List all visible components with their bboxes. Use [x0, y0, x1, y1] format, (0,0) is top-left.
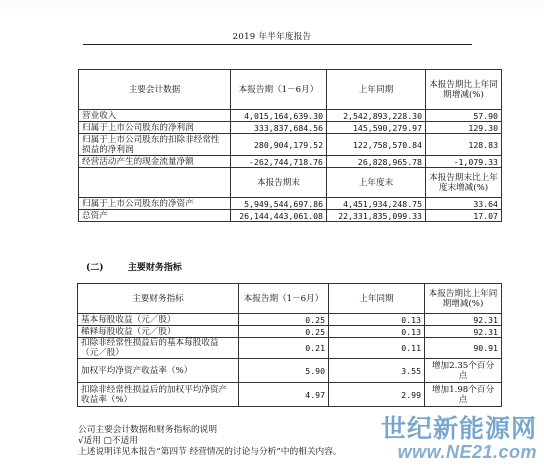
previous-period-value: 122,758,570.84: [327, 134, 426, 156]
previous-period-value: 22,331,835,099.33: [327, 210, 426, 222]
change-percent: 128.83: [426, 134, 502, 156]
row-label: 归属于上市公司股东的净资产: [79, 198, 231, 210]
previous-period-value: 3.55: [329, 359, 425, 383]
current-period-value: 4.97: [239, 383, 329, 407]
table-row: [79, 210, 502, 222]
row-label: 归属于上市公司股东的净利润: [79, 122, 231, 134]
previous-period-value: 0.13: [329, 326, 425, 338]
header-cell: 上年同期: [327, 70, 426, 110]
header-cell: 本报告期比上年同期增减(%): [425, 284, 502, 314]
previous-period-value: 4,451,934,248.75: [327, 198, 426, 210]
change-percent: 增加2.35个百分点: [425, 359, 502, 383]
change-percent: 90.91: [425, 338, 502, 359]
header-cell: 本报告期（1－6月）: [231, 70, 327, 110]
table-row: [78, 338, 502, 359]
section-number: (二): [86, 263, 104, 273]
current-period-value: 0.25: [239, 326, 329, 338]
table-row: [79, 198, 502, 210]
current-period-value: 333,837,684.56: [231, 122, 327, 134]
financial-indicators-table: [77, 283, 502, 407]
table-row: [78, 383, 502, 407]
notes-title: 公司主要会计数据和财务指标的说明: [78, 425, 217, 435]
header-cell: 本报告期比上年同期增减(%): [426, 70, 502, 110]
change-percent: 129.30: [426, 122, 502, 134]
header-cell: 主要财务指标: [78, 284, 239, 314]
section-heading-text: 主要财务指标: [127, 263, 182, 273]
previous-period-value: 2,542,893,228.30: [327, 110, 426, 122]
header-divider: [83, 44, 472, 45]
current-period-value: 5,949,544,697.86: [231, 198, 327, 210]
header-cell: 上年同期: [329, 284, 425, 314]
row-label: 扣除非经常性损益后的加权平均净资产收益率（%）: [78, 383, 239, 407]
period-end-header-row: [79, 168, 502, 198]
table-row: [79, 110, 502, 122]
table-row: [79, 156, 502, 168]
change-percent: 57.90: [426, 110, 502, 122]
previous-period-value: 0.13: [329, 314, 425, 326]
row-label: 基本每股收益（元／股）: [78, 314, 239, 326]
header-cell: 本报告期（1－6月）: [239, 284, 329, 314]
header-cell: 本报告期末: [231, 168, 327, 198]
header-cell: 上年度末: [327, 168, 426, 198]
previous-period-value: 26,828,965.78: [327, 156, 426, 168]
table-header-row: [79, 70, 502, 110]
current-period-value: 26,144,443,061.08: [231, 210, 327, 222]
table-row: [79, 122, 502, 134]
change-percent: 92.31: [425, 326, 502, 338]
change-percent: 17.07: [426, 210, 502, 222]
row-label: 加权平均净资产收益率（%）: [78, 359, 239, 383]
notes-reference: 上述说明详见本报告“第四节 经营情况的讨论与分析”中的相关内容。: [78, 447, 342, 457]
financial-data-notes: [78, 425, 342, 458]
applicability-checkbox-text: √适用 □不适用: [78, 436, 138, 446]
previous-period-value: 145,590,279.97: [327, 122, 426, 134]
previous-period-value: 2.99: [329, 383, 425, 407]
current-period-value: -262,744,718.76: [231, 156, 327, 168]
row-label: 总资产: [79, 210, 231, 222]
table-row: [78, 326, 502, 338]
current-period-value: 5.90: [239, 359, 329, 383]
row-label: 经营活动产生的现金流量净额: [79, 156, 231, 168]
current-period-value: 4,015,164,639.30: [231, 110, 327, 122]
table-header-row: [78, 284, 502, 314]
current-period-value: 280,904,179.52: [231, 134, 327, 156]
watermark-url: www.NE21.com: [397, 442, 537, 462]
change-percent: 增加1.98个百分点: [425, 383, 502, 407]
current-period-value: 0.21: [239, 338, 329, 359]
table-row: [78, 314, 502, 326]
report-title: 2019 年半年度报告: [232, 32, 312, 42]
row-label: 归属于上市公司股东的扣除非经常性损益的净利润: [79, 134, 231, 156]
row-label: 稀释每股收益（元／股）: [78, 326, 239, 338]
table-row: [78, 359, 502, 383]
financial-indicators-heading: [86, 260, 182, 273]
row-label: 营业收入: [79, 110, 231, 122]
change-percent: 33.64: [426, 198, 502, 210]
change-percent: -1,079.33: [426, 156, 502, 168]
watermark-brand: 世纪新能源网: [380, 415, 537, 443]
header-cell: 主要会计数据: [79, 70, 231, 110]
current-period-value: 0.25: [239, 314, 329, 326]
table-row: [79, 134, 502, 156]
header-cell: 本报告期末比上年度末增减(%): [426, 168, 502, 198]
previous-period-value: 0.11: [329, 338, 425, 359]
header-cell: [79, 168, 231, 198]
change-percent: 92.31: [425, 314, 502, 326]
accounting-data-table: [78, 69, 502, 222]
row-label: 扣除非经常性损益后的基本每股收益（元／股）: [78, 338, 239, 359]
